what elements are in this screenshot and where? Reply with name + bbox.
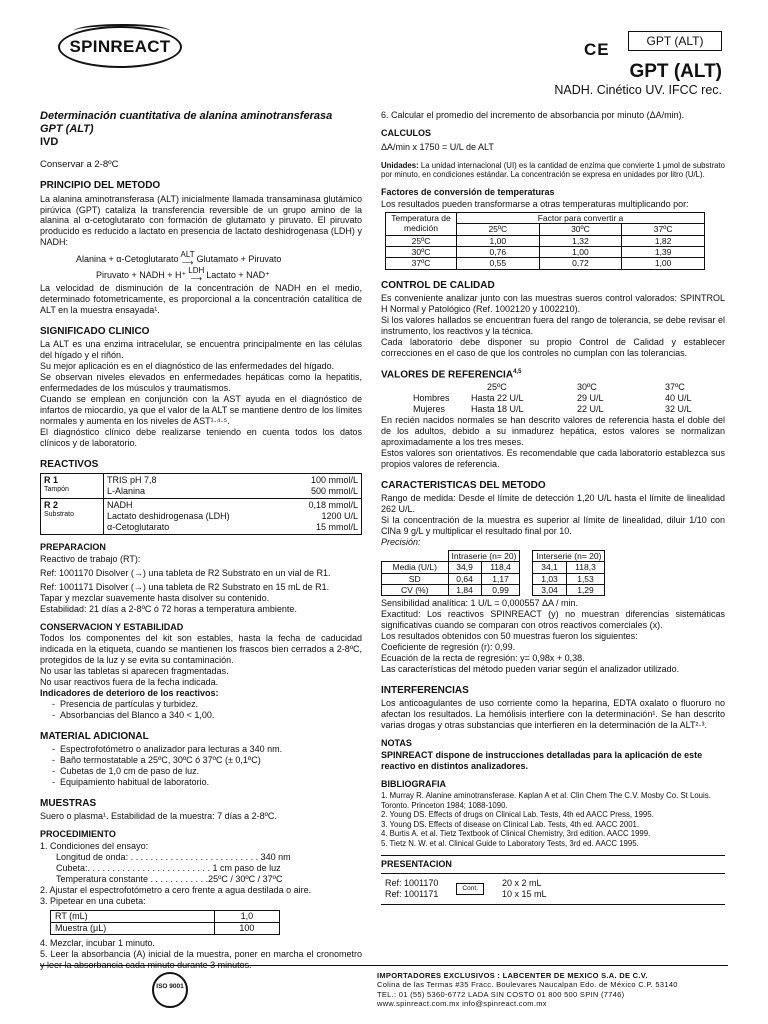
muestras-heading: MUESTRAS — [40, 798, 97, 810]
conversion-table — [385, 212, 705, 270]
ref-text: Ref: 1001171 — [385, 889, 439, 900]
table-cell: SD — [382, 573, 449, 584]
component-value: 0,18 mmol/L — [308, 499, 358, 510]
table-header-cell: 30ºC — [539, 224, 622, 235]
intraserie-table — [381, 550, 520, 596]
precision-label: Precisión: — [381, 536, 421, 547]
valores-referencia-text: En recién nacidos normales se han descrito valores de referencia hasta el doble del de los adultos, debido a su inmadurez hepática, estos valores se normalizan aproximadamente a los tres meses. Estos valores son orientativos. Es recomendable que cada laboratorio establezca sus propios valores de referencia. — [381, 415, 725, 469]
proc-step-5: 5. Leer la absorbancia (A) inicial de la muestra, poner en marcha el cronometro y leer la absorbancia cada minuto durante 3 minutos. — [40, 949, 362, 971]
table-header-cell: Temperatura de medición — [386, 212, 457, 235]
table-row — [533, 550, 605, 561]
list-item: - Baño termostatable a 25ºC, 30ºC ó 37ºC (± 0,1ºC) — [52, 755, 261, 766]
proc-cubeta: Cubeta:. . . . . . . . . . . . . . . . . . . . . . . . . 1 cm paso de luz — [56, 863, 281, 874]
table-header-cell — [409, 382, 467, 393]
calculos-formula: ΔA/min x 1750 = U/L de ALT — [381, 141, 494, 152]
table-row — [409, 393, 696, 404]
reaction-2-left: Piruvato + NADH + H⁺ — [96, 269, 187, 280]
unidades-desc: La unidad internacional (UI) es la cantidad de enzima que convierte 1 μmol de substrato por minuto, en condiciones estándar. La concentración se expresa en unidades por litro (U/L). — [381, 160, 726, 180]
pipetting-table — [50, 910, 280, 935]
cont-label: Cont. — [456, 883, 484, 895]
reagent-name: Tampón — [44, 485, 69, 493]
left-column — [40, 110, 362, 971]
caracteristicas-text-2: Los resultados obtenidos con 50 muestras fueron los siguientes: Coeficiente de regresión (r): 0,99. Ecuación de la recta de regresión: y= 0,98x + 0,38. Las características del método pueden variar según el analizador utilizado. — [381, 631, 680, 675]
table-cell: 118,4 — [481, 562, 520, 573]
list-item: - Absorbancias del Blanco a 340 < 1,00. — [52, 710, 215, 721]
sensibilidad-text: Sensibilidad analítica: 1 U/L = 0,000557 ΔA / min. — [381, 598, 579, 609]
notas-heading: NOTAS — [381, 738, 412, 749]
caracteristicas-heading: CARACTERISTICAS DEL METODO — [381, 479, 546, 491]
table-cell: 0,99 — [481, 585, 520, 596]
proc-longitud: Longitud de onda: . . . . . . . . . . . . . . . . . . . . . . . . . . 340 nm — [56, 852, 291, 863]
doc-title-line-2: GPT (ALT) — [40, 123, 94, 136]
table-row — [533, 562, 605, 573]
table-cell: 22 U/L — [577, 404, 604, 415]
reaction-1-left: Alanina + α-Cetoglutarato — [76, 254, 179, 265]
presentacion-refs — [385, 878, 438, 900]
table-header-cell: 25ºC — [487, 382, 507, 393]
preparacion-text-2: Tapar y mezclar suavemente hasta disolver su contenido. Estabilidad: 21 días a 2-8ºC ó 72 horas a temperatura ambiente. — [40, 592, 297, 614]
principio-heading: PRINCIPIO DEL METODO — [40, 180, 161, 192]
conservacion-heading: CONSERVACION Y ESTABILIDAD — [40, 621, 184, 632]
reaction-2-right: Lactato + NAD⁺ — [206, 269, 270, 280]
table-row — [51, 923, 280, 935]
ce-mark: CE — [584, 40, 610, 59]
reagent-code — [41, 473, 104, 498]
unidades-label: Unidades: — [381, 160, 419, 170]
component-name: L-Alanina — [107, 485, 146, 496]
muestras-text: Suero o plasma¹. Estabilidad de la muestra: 7 días a 2-8ºC. — [40, 811, 277, 822]
table-cell: Mujeres — [413, 404, 446, 415]
table-row — [41, 498, 362, 534]
bib-item: 3. Young DS. Effects of disease on Clinical Lab. Tests, 4th ed. AACC 2001. — [381, 819, 640, 829]
precision-tables — [381, 550, 725, 596]
table-cell: 34,1 — [533, 562, 566, 573]
interserie-table — [532, 550, 605, 596]
preparacion-text: Reactivo de trabajo (RT): — [40, 553, 141, 564]
proc-step-4: 4. Mezclar, incubar 1 minuto. — [40, 938, 156, 949]
table-row — [386, 212, 705, 223]
list-item-text: Absorbancias del Blanco a 340 < 1,00. — [60, 710, 215, 721]
component-name: NADH — [107, 499, 133, 510]
proc-step-6: 6. Calcular el promedio del incremento de absorbancia por minuto (ΔA/min). — [381, 110, 685, 120]
principio-text: La alanina aminotransferasa (ALT) inicialmente llamada transaminasa glutámico pirúvica (GPT) cataliza la transferencia reversible de un grupo amino de la alanina al α-cetoglutarato con formación de glutamato y piruvato. El piruvato producido es reducido a lactato en presencia de lactato deshidrogenasa (LDH) y NADH: — [40, 193, 362, 248]
table-cell: 118,3 — [566, 562, 605, 573]
list-item-text: Baño termostatable a 25ºC, 30ºC ó 37ºC (± 0,1ºC) — [60, 755, 261, 766]
table-cell: 0,72 — [539, 258, 622, 269]
conversion-heading: Factores de conversión de temperaturas — [381, 186, 555, 197]
reaction-1-right: Glutamato + Piruvato — [196, 254, 282, 265]
table-cell: 34,9 — [448, 562, 481, 573]
table-cell: 40 U/L — [665, 393, 692, 404]
table-cell: Hombres — [413, 393, 450, 404]
reaction-2 — [96, 266, 362, 281]
table-cell: 0,55 — [457, 258, 540, 269]
preparacion-ref-2: Ref: 1001171 Disolver (→) una tableta de R2 Substrato en 15 mL de R1. — [40, 581, 330, 592]
footer-contact — [377, 971, 678, 1009]
table-cell: 1,29 — [566, 585, 605, 596]
reaction-1-enzyme: ALT — [180, 250, 195, 260]
table-cell: 1,84 — [448, 585, 481, 596]
table-cell: Hasta 18 U/L — [471, 404, 524, 415]
arrow-icon: ⟶ — [181, 258, 194, 268]
component-value: 100 mmol/L — [310, 474, 358, 485]
table-cell: 1,00 — [539, 246, 622, 257]
storage-text: Conservar a 2-8ºC — [40, 158, 119, 170]
arrow-icon: ⟶ — [190, 273, 203, 283]
table-row — [382, 585, 520, 596]
deterioro-heading: Indicadores de deterioro de los reactivos: — [40, 688, 219, 699]
interferencias-heading: INTERFERENCIAS — [381, 685, 469, 697]
table-cell: 1,00 — [457, 235, 540, 246]
valores-referencia-table — [409, 382, 696, 415]
table-cell: Media (U/L) — [382, 562, 449, 573]
component-name: TRIS pH 7,8 — [107, 474, 157, 485]
table-cell: 3,04 — [533, 585, 566, 596]
component-value: 500 mmol/L — [310, 485, 358, 496]
reactivos-table — [40, 473, 362, 535]
table-cell: CV (%) — [382, 585, 449, 596]
doc-title-line-1: Determinación cuantitativa de alanina aminotransferasa — [40, 110, 333, 122]
header-tag: GPT (ALT) — [628, 31, 722, 51]
conservacion-text: Todos los componentes del kit son estables, hasta la fecha de caducidad indicada en la etiqueta, cuando se mantienen los frascos bien cerrados a 2-8ºC, protegidos de la luz y se evita su contaminación. No usar las tabletas si aparecen fragmentadas. No usar reactivos fuera de la fecha indicada. — [40, 633, 362, 688]
list-item-text: Equipamiento habitual de laboratorio. — [60, 777, 210, 788]
table-cell: 0,76 — [457, 246, 540, 257]
table-row — [382, 562, 520, 573]
table-row — [51, 911, 280, 923]
logo-text: SPINREACT — [69, 36, 171, 56]
table-header-cell: 25ºC — [457, 224, 540, 235]
significado-heading: SIGNIFICADO CLINICO — [40, 325, 150, 337]
table-row — [533, 585, 605, 596]
table-cell: 1,0 — [214, 911, 279, 923]
procedimiento-heading: PROCEDIMIENTO — [40, 829, 116, 840]
table-cell: 1,00 — [622, 258, 705, 269]
table-row — [41, 473, 362, 498]
table-cell: 1,82 — [622, 235, 705, 246]
proc-temperatura: Temperatura constante . . . . . . . . . . . .25ºC / 30ºC / 37ºC — [56, 874, 283, 885]
ref-text: Ref: 1001170 — [385, 878, 439, 889]
table-row — [382, 550, 520, 561]
valores-referencia-heading — [381, 369, 725, 382]
table-row — [409, 404, 696, 415]
footer-line[interactable]: www.spinreact.com.mx info@spinreact.com.mx — [377, 999, 547, 1009]
reagent-components — [104, 498, 362, 534]
component-name: α-Cetoglutarato — [107, 521, 170, 532]
bib-item: 4. Burtis A. et al. Tietz Textbook of Clinical Chemistry, 3rd edition. AACC 1999. — [381, 829, 651, 839]
presentacion-vols — [502, 878, 547, 900]
list-item: - Presencia de partículas y turbidez. — [52, 699, 199, 710]
table-cell: Hasta 22 U/L — [471, 393, 524, 404]
list-item-text: Espectrofotómetro o analizador para lecturas a 340 nm. — [60, 744, 283, 755]
conversion-text: Los resultados pueden transformarse a otras temperaturas multiplicando por: — [381, 198, 689, 209]
iso-seal-icon: ISO 9001 — [152, 972, 188, 1008]
component-value: 1200 U/L — [321, 510, 358, 521]
reagent-code — [41, 498, 104, 534]
table-row — [386, 246, 705, 257]
table-cell: 29 U/L — [577, 393, 604, 404]
valores-referencia-sup: 4,5 — [513, 368, 522, 375]
table-header-cell: 30ºC — [577, 382, 597, 393]
page-title: GPT (ALT) — [629, 61, 722, 82]
proc-step-2: 2. Ajustar el espectrofotómetro a cero frente a agua destilada o aire. — [40, 885, 312, 896]
reagent-name: Substrato — [44, 510, 74, 518]
list-item: - Equipamiento habitual de laboratorio. — [52, 777, 210, 788]
reagent-code-text: R 2 — [44, 499, 59, 510]
material-heading: MATERIAL ADICIONAL — [40, 731, 149, 743]
footer-line: TEL.: 01 (55) 5360-6772 LADA SIN COSTO 01 800 500 SPIN (7746) — [377, 989, 625, 999]
right-column — [381, 110, 725, 905]
control-calidad-text: Es conveniente analizar junto con las muestras sueros control valorados: SPINTROL H Normal y Patológico (Ref. 1002120 y 1002210). Si los valores hallados se encuentran fuera del rango de tolerancia, se debe revisar el instrumento, los reactivos y la técnica. Cada laboratorio debe disponer su propio Control de Calidad y establecer correcciones en el caso de que los controles no cumplan con las tolerancias. — [381, 292, 725, 358]
rango-medida: Rango de medida: Desde el límite de detección 1,20 U/L hasta el límite de linealidad 262 U/L. — [381, 493, 725, 515]
table-cell: Muestra (μL) — [51, 923, 215, 935]
list-item: - Espectrofotómetro o analizador para lecturas a 340 nm. — [52, 744, 283, 755]
spinreact-logo — [58, 26, 182, 68]
caracteristicas-text-1: Si la concentración de la muestra es superior al límite de linealidad, diluir 1/10 con ClNa 9 g/L y multiplicar el resultado final por 10. — [381, 515, 725, 536]
vol-text: 20 x 2 mL — [501, 878, 542, 889]
reagent-components — [104, 473, 362, 498]
footer-divider — [40, 965, 728, 966]
table-row — [533, 573, 605, 584]
reaction-1 — [76, 250, 362, 268]
list-item: - Cubetas de 1,0 cm de paso de luz. — [52, 766, 200, 777]
table-cell: 1,53 — [566, 573, 605, 584]
bib-item: 5. Tietz N. W. et al. Clinical Guide to Laboratory Tests, 3rd ed. AACC 1995. — [381, 838, 639, 848]
table-header-cell: Interserie (n= 20) — [533, 550, 605, 561]
proc-step-1: 1. Condiciones del ensayo: — [40, 841, 149, 852]
table-row — [386, 258, 705, 269]
table-cell: 0,64 — [448, 573, 481, 584]
table-cell: 30ºC — [386, 246, 457, 257]
bib-item: 1. Murray R. Alanine aminotransferase. Kaplan A et al. Clin Chem The C.V. Mosby Co. St Louis. Toronto. Princeton 1984; 1088-1090. — [381, 791, 711, 810]
table-cell: 1,39 — [622, 246, 705, 257]
table-cell: 32 U/L — [665, 404, 692, 415]
proc-step-3: 3. Pipetear en una cubeta: — [40, 896, 146, 907]
interferencias-text: Los anticoagulantes de uso corriente como la heparina, EDTA oxalato o fluoruro no afectan los resultados. La hemólisis interfiere con la determinación¹. Se han descrito varias drogas y otras substancias que interfieren en la determinación de la ALT²·³. — [381, 698, 725, 731]
table-header-cell: 37ºC — [622, 224, 705, 235]
bibliografia-heading: BIBLIOGRAFIA — [381, 779, 446, 790]
principio-text-2: La velocidad de disminución de la concentración de NADH en el medio, determinado fotometricamente, es proporcional a la concentración catalítica de ALT en la muestra ensayada¹. — [40, 282, 362, 315]
valores-referencia-title: VALORES DE REFERENCIA — [381, 368, 514, 380]
table-row — [409, 382, 696, 393]
component-value: 15 mmol/L — [315, 521, 358, 532]
preparacion-heading: PREPARACION — [40, 541, 106, 552]
footer-line: IMPORTADORES EXCLUSIVOS : LABCENTER DE MEXICO S.A. DE C.V. — [377, 971, 648, 980]
page-subtitle: NADH. Cinético UV. IFCC rec. — [554, 83, 722, 97]
list-item-text: Presencia de partículas y turbidez. — [60, 699, 199, 710]
footer-line: Colina de las Termas #35 Fracc. Boulevares Naucalpan Edo. de México C.P. 53140 — [377, 980, 678, 990]
table-cell: 1,32 — [539, 235, 622, 246]
notas-text: SPINREACT dispone de instrucciones detalladas para la aplicación de este reactivo en distintos analizadores. — [381, 750, 703, 772]
table-header-cell: 37ºC — [665, 382, 685, 393]
preparacion-ref-1: Ref: 1001170 Disolver (→) una tableta de R2 Substrato en un vial de R1. — [40, 567, 331, 578]
table-header-cell: Factor para convertir a — [457, 212, 705, 223]
reactivos-heading: REACTIVOS — [40, 458, 99, 470]
table-row — [382, 573, 520, 584]
table-cell: 1,03 — [533, 573, 566, 584]
table-cell: 25ºC — [386, 235, 457, 246]
component-name: Lactato deshidrogenasa (LDH) — [107, 510, 230, 521]
table-cell: RT (mL) — [51, 911, 215, 923]
bib-item: 2. Young DS. Effects of drugs on Clinical Lab. Tests, 4th ed AACC Press, 1995. — [381, 810, 654, 820]
presentacion-heading: PRESENTACION — [381, 855, 725, 870]
calculos-heading: CALCULOS — [381, 127, 431, 138]
vol-text: 10 x 15 mL — [501, 889, 547, 900]
reagent-code-text: R 1 — [44, 474, 59, 485]
table-cell: 1,17 — [481, 573, 520, 584]
presentacion-box — [381, 873, 725, 905]
doc-title — [40, 110, 362, 136]
unidades-text — [381, 161, 725, 180]
significado-text: La ALT es una enzima intracelular, se encuentra principalmente en las células del hígado y el riñón. Su mejor aplicación es en el diagnóstico de las enfermedades del hígado. Se observan niveles elevados en enfermedades hepáticas como la hepatitis, enfermedades de los músculos y traumatismos. Cuando se emplean en conjunción con la AST ayuda en el diagnóstico de infartos de miocardio, ya que el valor de la ALT se mantiene dentro de los límites normales y aumenta en los niveles de AST¹·⁴·⁵. El diagnóstico clínico debe realizarse teniendo en cuenta todos los datos clínicos y de laboratorio. — [40, 338, 362, 448]
ivd-label: IVD — [40, 136, 59, 149]
exactitud-text: Exactitud: Los reactivos SPINREACT (y) no muestran diferencias sistemáticas significativas cuando se comparan con otros reactivos comerciales (x). — [381, 609, 725, 631]
table-row — [386, 235, 705, 246]
table-header-cell: Intraserie (n= 20) — [448, 550, 520, 561]
reaction-2-enzyme: LDH — [188, 266, 205, 276]
control-calidad-heading: CONTROL DE CALIDAD — [381, 279, 495, 291]
table-cell: 100 — [214, 923, 279, 935]
list-item-text: Cubetas de 1,0 cm de paso de luz. — [60, 766, 200, 777]
table-cell: 37ºC — [386, 258, 457, 269]
